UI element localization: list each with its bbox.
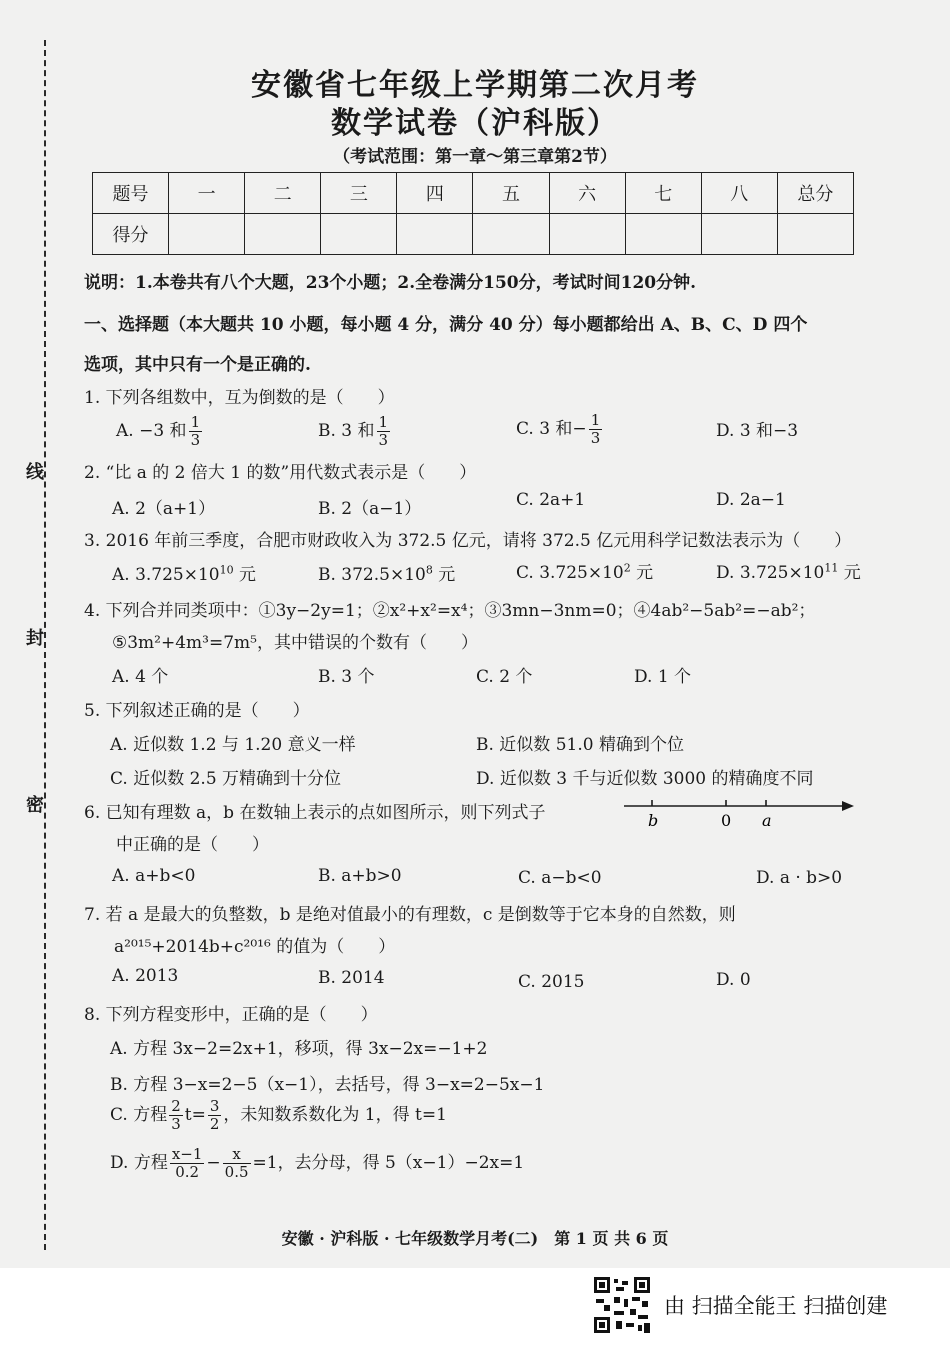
question-5-stem: 5. 下列叙述正确的是（ ） <box>84 701 310 721</box>
q3-d-exponent: 11 <box>824 561 839 575</box>
frac-denominator: 0.2 <box>175 1163 200 1181</box>
q4-option-d[interactable]: D. 1 个 <box>634 667 692 687</box>
score-cell: 六 <box>549 173 625 214</box>
q8-c-post: ，未知数系数化为 1，得 t=1 <box>223 1105 447 1125</box>
q6-option-b[interactable]: B. a+b>0 <box>318 866 402 886</box>
score-row-label: 得分 <box>93 214 169 255</box>
q1-c-fraction <box>589 412 603 447</box>
q8-c-fraction-2 <box>208 1098 222 1133</box>
q1-b-fraction <box>377 414 391 449</box>
number-line-arrow <box>842 801 854 811</box>
q3-a-exponent: 10 <box>219 563 234 577</box>
q7-option-b[interactable]: B. 2014 <box>318 968 385 988</box>
frac-numerator: 1 <box>190 413 201 431</box>
question-7-stem: 7. 若 a 是最大的负整数，b 是绝对值最小的有理数，c 是倒数等于它本身的自然数，则 <box>84 905 736 925</box>
score-cell: 题号 <box>93 173 169 214</box>
q2-option-b[interactable]: B. 2（a−1） <box>318 499 422 519</box>
q3-d-base: D. 3.725×10 <box>716 563 825 583</box>
q8-c-text: C. 方程 <box>110 1105 168 1125</box>
score-blank-cell[interactable] <box>169 214 245 255</box>
score-blank-cell[interactable] <box>245 214 321 255</box>
q4-option-b[interactable]: B. 3 个 <box>318 667 375 687</box>
q8-d-mid: − <box>206 1153 221 1173</box>
q1-option-d[interactable]: D. 3 和−3 <box>716 421 799 441</box>
q7-option-a[interactable]: A. 2013 <box>112 966 179 986</box>
q2-option-a[interactable]: A. 2（a+1） <box>112 499 216 519</box>
question-8-stem: 8. 下列方程变形中，正确的是（ ） <box>84 1005 378 1025</box>
frac-numerator: 2 <box>171 1097 181 1115</box>
q8-c-fraction-1 <box>169 1098 183 1133</box>
question-2-stem: 2. “比 a 的 2 倍大 1 的数”用代数式表示是（ ） <box>84 463 477 483</box>
score-cell: 四 <box>397 173 473 214</box>
question-3-stem: 3. 2016 年前三季度，合肥市财政收入为 372.5 亿元，请将 372.5 亿元用科学记数法表示为（ ） <box>84 531 852 551</box>
question-6-stem: 6. 已知有理数 a，b 在数轴上表示的点如图所示，则下列式子 <box>84 803 546 823</box>
frac-numerator: 1 <box>590 411 601 429</box>
q3-a-unit: 元 <box>233 565 257 585</box>
q2-option-d[interactable]: D. 2a−1 <box>716 490 786 510</box>
q3-c-exponent: 2 <box>623 561 631 575</box>
score-blank-cell[interactable] <box>321 214 397 255</box>
q2-option-c[interactable]: C. 2a+1 <box>516 490 586 510</box>
q8-c-mid: t= <box>184 1105 206 1125</box>
score-blank-cell[interactable] <box>549 214 625 255</box>
score-cell: 总分 <box>777 173 853 214</box>
frac-denominator: 3 <box>171 1115 181 1133</box>
section-heading-line2: 选项，其中只有一个是正确的. <box>84 355 311 375</box>
frac-numerator: 1 <box>378 413 389 431</box>
qr-code-icon <box>592 1275 652 1335</box>
number-line-figure <box>622 796 854 832</box>
q7-option-c[interactable]: C. 2015 <box>518 972 585 992</box>
q3-d-unit: 元 <box>838 563 861 583</box>
frac-denominator: 2 <box>209 1115 220 1133</box>
score-cell: 五 <box>473 173 549 214</box>
q1-b-text: B. 3 和 <box>318 421 375 441</box>
q1-option-c[interactable] <box>516 412 604 447</box>
frac-denominator: 0.5 <box>224 1163 249 1181</box>
q8-option-a[interactable]: A. 方程 3x−2=2x+1，移项，得 3x−2x=−1+2 <box>110 1039 488 1059</box>
score-blank-cell[interactable] <box>701 214 777 255</box>
q8-option-b[interactable]: B. 方程 3−x=2−5（x−1），去括号，得 3−x=2−5x−1 <box>110 1075 545 1095</box>
q8-option-d[interactable] <box>110 1146 524 1181</box>
q3-b-base: B. 372.5×10 <box>318 565 426 585</box>
q3-b-exponent: 8 <box>425 563 433 577</box>
score-blank-cell[interactable] <box>473 214 549 255</box>
q3-b-unit: 元 <box>432 565 456 585</box>
frac-denominator: 3 <box>590 429 601 447</box>
q1-option-b[interactable] <box>318 414 392 449</box>
q1-a-fraction <box>189 414 203 449</box>
frac-numerator: x−1 <box>171 1145 203 1163</box>
q8-d-fraction-1 <box>170 1146 205 1181</box>
score-cell: 二 <box>245 173 321 214</box>
q5-option-b[interactable]: B. 近似数 51.0 精确到个位 <box>476 735 684 755</box>
binding-mark-feng: 封 <box>23 628 44 646</box>
question-4-stem: 4. 下列合并同类项中：①3y−2y=1；②x²+x²=x⁴；③3mn−3nm=0；④4ab²−5ab²=−ab²； <box>84 601 816 621</box>
score-blank-cell[interactable] <box>397 214 473 255</box>
q1-a-text: A. −3 和 <box>116 421 187 441</box>
page-footer: 安徽 · 沪科版 · 七年级数学月考(二) 第 1 页 共 6 页 <box>281 1229 669 1248</box>
score-table-score-row <box>93 214 854 255</box>
q5-option-c[interactable]: C. 近似数 2.5 万精确到十分位 <box>110 769 342 789</box>
binding-mark-xian: 线 <box>23 462 44 480</box>
score-blank-cell[interactable] <box>625 214 701 255</box>
q3-option-c[interactable] <box>516 558 653 583</box>
q3-c-unit: 元 <box>630 563 654 583</box>
q3-c-base: C. 3.725×10 <box>516 563 624 583</box>
q6-option-c[interactable]: C. a−b<0 <box>518 868 602 888</box>
frac-numerator: 3 <box>209 1097 220 1115</box>
exam-instructions: 说明：1.本卷共有八个大题，23个小题；2.全卷满分150分，考试时间120分钟. <box>84 273 697 293</box>
label-b: b <box>648 811 659 830</box>
exam-scope: （考试范围：第一章～第三章第2节） <box>333 147 617 167</box>
score-table <box>92 172 854 255</box>
q5-option-d[interactable]: D. 近似数 3 千与近似数 3000 的精确度不同 <box>476 769 814 789</box>
frac-denominator: 3 <box>378 431 389 449</box>
q8-d-text: D. 方程 <box>110 1153 168 1173</box>
score-cell: 七 <box>625 173 701 214</box>
q6-option-d[interactable]: D. a · b>0 <box>756 868 843 888</box>
label-a: a <box>762 811 772 830</box>
score-cell: 三 <box>321 173 397 214</box>
question-4-stem-cont: ⑤3m²+4m³=7m⁵，其中错误的个数有（ ） <box>112 633 478 653</box>
label-zero: 0 <box>721 811 732 830</box>
q4-option-c[interactable]: C. 2 个 <box>476 667 533 687</box>
question-1-stem: 1. 下列各组数中，互为倒数的是（ ） <box>84 388 395 408</box>
score-cell: 一 <box>169 173 245 214</box>
exam-title: 安徽省七年级上学期第二次月考 <box>251 68 699 103</box>
q3-option-d[interactable] <box>716 558 861 583</box>
q4-option-a[interactable]: A. 4 个 <box>112 667 169 687</box>
q3-option-b[interactable] <box>318 560 455 585</box>
score-blank-cell[interactable] <box>777 214 853 255</box>
q1-c-text: C. 3 和− <box>516 419 587 439</box>
exam-subtitle: 数学试卷（沪科版） <box>331 106 619 141</box>
q1-option-a[interactable] <box>116 414 204 449</box>
scanner-watermark: 由 扫描全能王 扫描创建 <box>664 1294 888 1318</box>
question-6-stem-cont: 中正确的是（ ） <box>116 835 269 855</box>
q3-option-a[interactable] <box>112 560 256 585</box>
frac-denominator: 3 <box>190 431 201 449</box>
score-cell: 八 <box>701 173 777 214</box>
section-heading-line1: 一、选择题（本大题共 10 小题，每小题 4 分，满分 40 分）每小题都给出 A、B、C、D 四个 <box>84 315 808 335</box>
q5-option-a[interactable]: A. 近似数 1.2 与 1.20 意义一样 <box>110 735 356 755</box>
q3-a-base: A. 3.725×10 <box>112 565 220 585</box>
question-7-stem-cont: a²⁰¹⁵+2014b+c²⁰¹⁶ 的值为（ ） <box>114 937 396 957</box>
q8-d-post: =1，去分母，得 5（x−1）−2x=1 <box>252 1153 525 1173</box>
q8-option-c[interactable] <box>110 1098 447 1133</box>
frac-numerator: x <box>223 1146 251 1164</box>
binding-mark-mi: 密 <box>23 795 44 813</box>
q7-option-d[interactable]: D. 0 <box>716 970 751 990</box>
q6-option-a[interactable]: A. a+b<0 <box>112 866 196 886</box>
score-table-header-row <box>93 173 854 214</box>
q8-d-fraction-2 <box>223 1146 251 1181</box>
